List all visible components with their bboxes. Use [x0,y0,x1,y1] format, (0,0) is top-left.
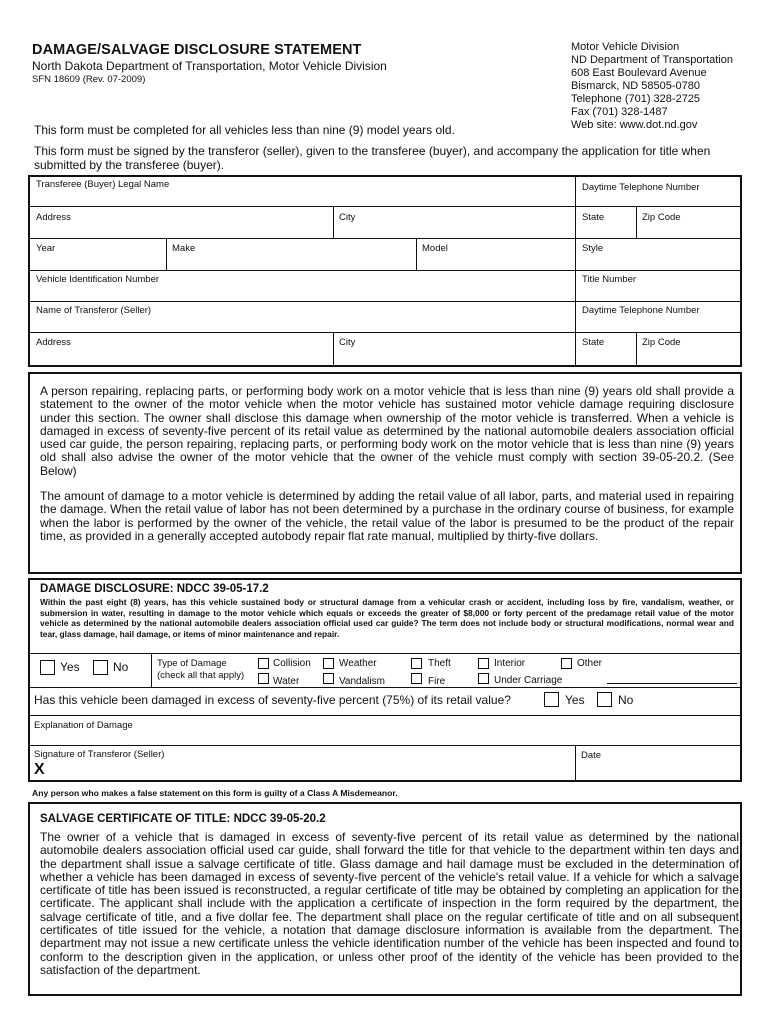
other-line[interactable] [607,683,737,684]
vandalism-checkbox[interactable] [323,673,334,684]
fire-label: Fire [428,676,446,687]
damage-question: Within the past eight (8) years, has this vehicle sustained body or structural damage from a vehicular crash or accident, including loss by fire, vandalism, weather, or submersion in water, resulting in damage to the motor vehicle which equals or exceeds the greater of $8,000 or forty percent of the predamage retail value of the motor vehicle as determined by the national automobile dealers association official used car guide? The term does not include body or structural modifications, normal wear and tear, glass damage, hail damage, or items of minor maintenance and repair. [40,597,734,639]
water-label: Water [273,676,300,687]
seller-phone-field[interactable]: Daytime Telephone Number [582,305,700,316]
salvage-paragraph: The owner of a vehicle that is damaged in excess of seventy-five percent of its retail value as determined by the national automobile dealers association official used car guide, shall forward the title for that vehicle to the department within ten days and the department shall issue a salvage certificate of title. Glass damage and hail damage must be excluded in the determination of whether a vehicle has been damaged in excess of seventy-five percent of the vehicle's retail value. If a vehicle for which a salvage certificate of title has been issued is reconstructed, a regular certificate of title may be obtained by completing an application for the certificate. The applicant shall include with the application a certificate of inspection in the form required by the department, the salvage certificate of title, and a five dollar fee. The department shall place on the regular certificate of title and on all subsequent certificates of title issued for the vehicle, a notation that damage disclosure information is available from the department. The department may not issue a new certificate unless the vehicle identification number of the vehicle has been inspected and found to conform to the description given in the application, or unless other proof of the identity of the vehicle has been provided to the satisfaction of the department. [40,830,739,977]
damage-no-checkbox[interactable] [93,660,108,675]
rule [636,207,637,238]
other-checkbox[interactable] [561,658,572,669]
damage-no-label: No [113,660,129,674]
form-title: DAMAGE/SALVAGE DISCLOSURE STATEMENT [32,42,362,58]
statute-paragraph: The amount of damage to a motor vehicle is determined by adding the retail value of all labor, parts, and material used in repairing the damage. When the retail value of labor has not been determined by a purchase in the ordinary course of business, for example when the labor is performed by the owner of the vehicle, the retail value of the labor is presumed to be the product of the repair time, as provided in a generally accepted autobody repair flat rate manual, multiplied by thirty-five dollars. [40,489,734,543]
signature-mark: X [34,761,45,778]
style-field[interactable]: Style [582,243,604,254]
parties-box [28,175,742,367]
vin-field[interactable]: Vehicle Identification Number [36,274,160,285]
vandalism-label: Vandalism [339,676,385,687]
excess-question: Has this vehicle been damaged in excess of seventy-five percent (75%) of its retail value? [34,693,511,707]
buyer-address-field[interactable]: Address [36,212,71,223]
date-field[interactable]: Date [581,750,602,761]
rule [29,653,741,654]
excess-yes-checkbox[interactable] [544,692,559,707]
weather-checkbox[interactable] [323,658,334,669]
rule [636,333,637,366]
rule [29,238,741,239]
damage-yes-checkbox[interactable] [40,660,55,675]
under-carriage-label: Under Carriage [494,675,563,686]
buyer-name-field[interactable]: Transferee (Buyer) Legal Name [36,179,170,190]
seller-state-field[interactable]: State [582,337,605,348]
under-carriage-checkbox[interactable] [478,673,489,684]
signature-field[interactable]: Signature of Transferor (Seller) [34,749,165,760]
completion-note: This form must be completed for all vehicles less than nine (9) model years old. [34,123,455,137]
buyer-zip-field[interactable]: Zip Code [642,212,681,223]
rule [575,746,576,780]
make-field[interactable]: Make [172,243,196,254]
buyer-phone-field[interactable]: Daytime Telephone Number [582,182,700,193]
rule [29,332,741,333]
collision-label: Collision [273,658,311,669]
year-field[interactable]: Year [36,243,56,254]
agency-line: Motor Vehicle Division [571,41,680,53]
rule [416,239,417,270]
theft-label: Theft [428,658,451,669]
buyer-state-field[interactable]: State [582,212,605,223]
seller-zip-field[interactable]: Zip Code [642,337,681,348]
weather-label: Weather [339,658,377,669]
excess-yes-label: Yes [565,693,585,707]
agency-line: ND Department of Transportation [571,54,734,66]
rule [29,206,741,207]
rule [333,333,334,366]
seller-city-field[interactable]: City [339,337,356,348]
title-number-field[interactable]: Title Number [582,274,637,285]
interior-checkbox[interactable] [478,658,489,669]
agency-line: 608 East Boulevard Avenue [571,67,707,79]
collision-checkbox[interactable] [258,658,269,669]
misdemeanor-warning: Any person who makes a false statement on this form is guilty of a Class A Misdemeanor. [32,788,398,798]
agency-address [571,41,733,132]
damage-type-hint: (check all that apply) [157,670,245,681]
form-subtitle: North Dakota Department of Transportation, Motor Vehicle Division [32,59,387,73]
salvage-heading: SALVAGE CERTIFICATE OF TITLE: NDCC 39-05-20.2 [40,813,326,825]
form-number: SFN 18609 (Rev. 07-2009) [32,74,146,85]
seller-name-field[interactable]: Name of Transferor (Seller) [36,305,152,316]
excess-no-label: No [618,693,634,707]
rule [29,715,741,716]
rule [29,687,741,688]
rule [29,301,741,302]
other-label: Other [577,658,603,669]
agency-line: Telephone (701) 328-2725 [571,93,701,105]
rule [333,207,334,238]
agency-line: Fax (701) 328-1487 [571,106,668,118]
damage-type-label: Type of Damage [157,658,227,669]
model-field[interactable]: Model [422,243,448,254]
theft-checkbox[interactable] [411,658,422,669]
fire-checkbox[interactable] [411,673,422,684]
interior-label: Interior [494,658,526,669]
agency-line: Web site: www.dot.nd.gov [571,119,698,131]
rule [575,177,576,366]
agency-line: Bismarck, ND 58505-0780 [571,80,701,92]
statute-paragraph: A person repairing, replacing parts, or performing body work on a motor vehicle that is less than nine (9) years old shall provide a statement to the owner of the motor vehicle when the motor vehicle has sustained motor vehicle damage requiring disclosure under this section. The owner shall disclose this damage when ownership of the motor vehicle is transferred. When a vehicle is damaged in excess of seventy-five percent of its retail value as determined by the national automobile dealers association official used car guide, the person repairing, replacing parts, or performing body work on the motor vehicle that is less than nine (9) years old shall also advise the owner of the motor vehicle that the owner of the vehicle must comply with section 39-05-20.2. (See Below) [40,384,734,478]
rule [29,745,741,746]
seller-address-field[interactable]: Address [36,337,71,348]
explanation-field[interactable]: Explanation of Damage [34,720,133,731]
damage-yes-label: Yes [60,660,80,674]
rule [29,270,741,271]
signing-note: This form must be signed by the transferor (seller), given to the transferee (buyer), and accompany the application for title when submitted by the transferee (buyer). [34,144,711,172]
rule [166,239,167,270]
rule [151,654,152,687]
water-checkbox[interactable] [258,673,269,684]
excess-no-checkbox[interactable] [597,692,612,707]
buyer-city-field[interactable]: City [339,212,356,223]
damage-heading: DAMAGE DISCLOSURE: NDCC 39-05-17.2 [40,583,269,595]
